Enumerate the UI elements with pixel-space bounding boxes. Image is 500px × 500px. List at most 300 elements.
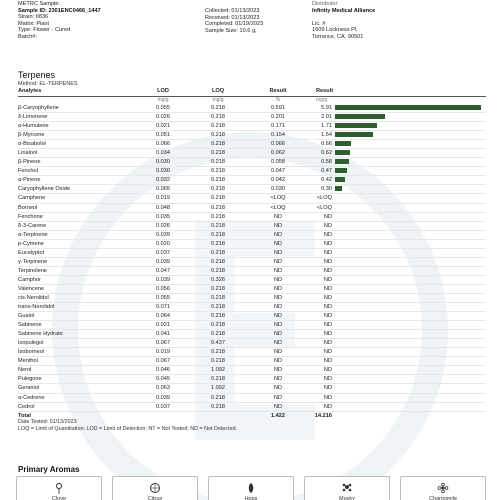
analyte-name: δ-Limonene — [18, 113, 138, 122]
result-pct: 0.171 — [248, 122, 308, 131]
total-label: Total — [18, 411, 138, 420]
lod-value: 0.021 — [138, 122, 188, 131]
completed-date: Completed: 01/19/2023 — [205, 21, 264, 28]
loq-value: 0.218 — [188, 185, 248, 194]
result-mg-cell — [308, 140, 486, 149]
result-mg: ND — [323, 231, 332, 238]
lod-value: 0.056 — [138, 284, 188, 293]
table-row — [18, 230, 486, 239]
result-mg-cell — [308, 194, 486, 203]
table-row — [18, 239, 486, 248]
lod-value: 0.037 — [138, 248, 188, 257]
result-pct: 0.201 — [248, 113, 308, 122]
table-row — [18, 212, 486, 221]
lod-value: 0.026 — [138, 113, 188, 122]
result-mg: ND — [323, 285, 332, 292]
result-mg: ND — [323, 349, 332, 356]
table-row — [18, 185, 486, 194]
result-mg: 1.71 — [321, 123, 332, 130]
lod-value: 0.021 — [138, 321, 188, 330]
loq-value: 0.218 — [188, 167, 248, 176]
result-mg: ND — [323, 249, 332, 256]
table-row — [18, 330, 486, 339]
table-row — [18, 366, 486, 375]
analyte-name: Sabinene — [18, 321, 138, 330]
result-mg-cell — [308, 158, 486, 167]
table-row — [18, 140, 486, 149]
result-mg-cell — [308, 149, 486, 158]
table-row — [18, 266, 486, 275]
result-bar — [335, 177, 345, 182]
table-row — [18, 221, 486, 230]
table-row — [18, 104, 486, 113]
table-row — [18, 176, 486, 185]
result-pct: ND — [248, 375, 308, 384]
loq-value: 0.218 — [188, 293, 248, 302]
result-pct: ND — [248, 330, 308, 339]
address-line-1: 1609 Lockness Pl, — [312, 27, 358, 34]
loq-value: 0.218 — [188, 348, 248, 357]
result-mg-cell — [308, 293, 486, 302]
analyte-name: Menthol — [18, 357, 138, 366]
result-mg: ND — [323, 394, 332, 401]
table-row — [18, 167, 486, 176]
aromas-title: Primary Aromas — [18, 465, 80, 474]
result-mg-cell — [308, 257, 486, 266]
loq-value: 0.218 — [188, 330, 248, 339]
lod-value: 0.067 — [138, 357, 188, 366]
loq-value: 0.218 — [188, 393, 248, 402]
result-mg: 0.47 — [321, 168, 332, 175]
address-line-2: Torrance, CA, 90501 — [312, 33, 364, 40]
table-row — [18, 113, 486, 122]
lod-value: 0.055 — [138, 293, 188, 302]
loq-value: 0.218 — [188, 176, 248, 185]
result-mg-cell — [308, 167, 486, 176]
analyte-name: α-Cedrene — [18, 393, 138, 402]
result-mg: 0.62 — [321, 150, 332, 157]
result-mg-cell — [308, 230, 486, 239]
analyte-name: α-Terpinene — [18, 230, 138, 239]
analyte-name: Fenchone — [18, 212, 138, 221]
result-pct: ND — [248, 402, 308, 411]
lod-value: 0.030 — [138, 158, 188, 167]
musky-icon — [341, 482, 353, 494]
result-bar — [335, 132, 373, 137]
lod-value: 0.047 — [138, 266, 188, 275]
result-pct: ND — [248, 293, 308, 302]
result-pct: ND — [248, 221, 308, 230]
analyte-name: cis-Nerolidol — [18, 293, 138, 302]
result-mg-cell — [308, 284, 486, 293]
result-pct: ND — [248, 366, 308, 375]
analyte-name: Isopulegol — [18, 339, 138, 348]
result-mg-cell — [308, 212, 486, 221]
table-row — [18, 393, 486, 402]
lod-value: 0.067 — [138, 339, 188, 348]
loq-value: 0.218 — [188, 140, 248, 149]
license-number: Lic. # — [312, 20, 326, 27]
lod-value: 0.039 — [138, 230, 188, 239]
analyte-name: Nerol — [18, 366, 138, 375]
result-pct: <LOQ — [248, 194, 308, 203]
result-bar — [335, 141, 351, 146]
result-pct: ND — [248, 384, 308, 393]
aroma-name: Clove — [51, 496, 67, 500]
header-analytes: Analytes — [18, 87, 138, 97]
analyte-name: Caryophyllene Oxide — [18, 185, 138, 194]
loq-value: 0.218 — [188, 221, 248, 230]
result-mg: <LOQ — [316, 195, 332, 202]
result-pct: ND — [248, 393, 308, 402]
lod-value: 0.041 — [138, 330, 188, 339]
result-mg-cell — [308, 239, 486, 248]
analyte-name: Sabinene Hydrate — [18, 330, 138, 339]
analyte-name: α-Pinene — [18, 176, 138, 185]
result-mg: ND — [323, 340, 332, 347]
loq-value: 0.218 — [188, 131, 248, 140]
analyte-name: p-Cymene — [18, 239, 138, 248]
aroma-name: Musky — [339, 496, 355, 500]
result-pct: ND — [248, 348, 308, 357]
result-mg: ND — [323, 313, 332, 320]
distributor-label: Distributor — [312, 1, 338, 7]
analyte-name: δ-3-Carene — [18, 221, 138, 230]
result-mg-cell — [308, 176, 486, 185]
loq-value: 0.218 — [188, 113, 248, 122]
analyte-name: Camphor — [18, 275, 138, 284]
table-row — [18, 339, 486, 348]
lod-value: 0.030 — [138, 167, 188, 176]
lod-value: 0.051 — [138, 131, 188, 140]
aroma-card-hops — [208, 476, 294, 500]
result-mg: ND — [323, 213, 332, 220]
result-pct: ND — [248, 212, 308, 221]
lod-value: 0.020 — [138, 239, 188, 248]
result-mg-cell — [308, 131, 486, 140]
aroma-card-clove — [16, 476, 102, 500]
strain: Strain: II836 — [18, 14, 49, 21]
loq-value: 0.218 — [188, 303, 248, 312]
header-loq: LOQ — [188, 87, 248, 97]
analyte-name: Geraniol — [18, 384, 138, 393]
result-pct: ND — [248, 284, 308, 293]
aroma-card-musky — [304, 476, 390, 500]
clove-icon — [53, 482, 65, 494]
lod-value: 0.037 — [138, 402, 188, 411]
lod-value: 0.066 — [138, 140, 188, 149]
analyte-name: Cedrol — [18, 402, 138, 411]
unit-lod: mg/g — [157, 97, 169, 103]
analyte-name: Borneol — [18, 203, 138, 212]
result-mg: ND — [323, 240, 332, 247]
aroma-name: Citrus — [147, 496, 163, 500]
date-tested: Date Tested: 01/13/2023 — [18, 419, 77, 425]
result-mg-cell — [308, 402, 486, 411]
analyte-name: α-Humulene — [18, 122, 138, 131]
result-bar — [335, 114, 385, 119]
lod-value: 0.019 — [138, 194, 188, 203]
result-pct: ND — [248, 239, 308, 248]
table-row — [18, 275, 486, 284]
table-row — [18, 257, 486, 266]
aroma-name: Hops — [244, 496, 258, 500]
table-row — [18, 293, 486, 302]
loq-value: 0.218 — [188, 158, 248, 167]
result-bar — [335, 123, 377, 128]
result-mg: 1.54 — [321, 132, 332, 139]
result-mg-cell — [308, 384, 486, 393]
analyte-name: Pulegone — [18, 375, 138, 384]
result-bar — [335, 150, 350, 155]
result-mg: ND — [323, 222, 332, 229]
table-row — [18, 194, 486, 203]
collected-date: Collected: 01/13/2023 — [205, 8, 260, 14]
table-row — [18, 131, 486, 140]
result-bar — [335, 105, 481, 110]
result-mg-cell — [308, 312, 486, 321]
loq-value: 0.326 — [188, 275, 248, 284]
lod-value: 0.019 — [138, 348, 188, 357]
result-pct: 0.066 — [248, 140, 308, 149]
unit-result-mg: mg/g — [316, 97, 328, 103]
result-mg: ND — [323, 322, 332, 329]
loq-value: 0.218 — [188, 321, 248, 330]
lod-value: 0.039 — [138, 275, 188, 284]
aroma-card-citrus — [112, 476, 198, 500]
terpenes-table — [18, 87, 486, 420]
aroma-name: Chamomile — [429, 496, 457, 500]
table-row — [18, 375, 486, 384]
loq-value: 1.092 — [188, 384, 248, 393]
lod-value: 0.039 — [138, 257, 188, 266]
result-mg-cell — [308, 185, 486, 194]
analyte-name: α-Bisabolol — [18, 140, 138, 149]
header-result-mg: Result — [308, 87, 486, 97]
result-mg: 0.58 — [321, 159, 332, 166]
sample-type: Type: Flower - Cured — [18, 27, 71, 34]
sample-size: Sample Size: 10.6 g, — [205, 27, 257, 34]
result-pct: ND — [248, 303, 308, 312]
metrc-label: METRC Sample: — [18, 1, 60, 7]
chamomile-icon — [437, 482, 449, 494]
table-row — [18, 357, 486, 366]
lod-value: 0.064 — [138, 312, 188, 321]
result-mg-cell — [308, 393, 486, 402]
loq-value: 0.218 — [188, 203, 248, 212]
result-pct: ND — [248, 275, 308, 284]
result-mg: ND — [323, 403, 332, 410]
table-row — [18, 312, 486, 321]
result-pct: ND — [248, 257, 308, 266]
analyte-name: Camphene — [18, 194, 138, 203]
result-mg: 0.30 — [321, 186, 332, 193]
result-pct: ND — [248, 339, 308, 348]
table-row — [18, 158, 486, 167]
aroma-card-chamomile — [400, 476, 486, 500]
result-mg: ND — [323, 294, 332, 301]
loq-value: 0.218 — [188, 122, 248, 131]
result-bar — [335, 186, 342, 191]
loq-value: 0.218 — [188, 266, 248, 275]
lod-value: 0.065 — [138, 185, 188, 194]
result-mg: ND — [323, 367, 332, 374]
analyte-name: trans-Nerolidol — [18, 303, 138, 312]
loq-value: 0.218 — [188, 104, 248, 113]
analyte-name: γ-Terpinene — [18, 257, 138, 266]
batch-number: Batch#: — [18, 33, 37, 40]
table-row — [18, 303, 486, 312]
method-label: Method: EL-TERPENES — [18, 81, 78, 87]
result-bar — [335, 168, 347, 173]
aromas-cards — [16, 476, 486, 500]
distributor-name: Infinity Medical Alliance — [312, 7, 376, 14]
result-mg-cell — [308, 104, 486, 113]
table-row — [18, 348, 486, 357]
loq-value: 0.218 — [188, 402, 248, 411]
result-pct: 0.030 — [248, 185, 308, 194]
loq-value: 0.218 — [188, 284, 248, 293]
lod-value: 0.039 — [138, 393, 188, 402]
unit-loq: mg/g — [212, 97, 224, 103]
result-pct: <LOQ — [248, 203, 308, 212]
result-pct: 0.058 — [248, 158, 308, 167]
hops-icon — [245, 482, 257, 494]
result-pct: 0.047 — [248, 167, 308, 176]
header-result-pct: Result — [248, 87, 308, 97]
result-mg: 5.91 — [321, 105, 332, 111]
table-row — [18, 248, 486, 257]
result-mg-cell — [308, 203, 486, 212]
analyte-name: β-Pinene — [18, 158, 138, 167]
lod-value: 0.048 — [138, 203, 188, 212]
result-mg: ND — [323, 267, 332, 274]
header-lod: LOD — [138, 87, 188, 97]
loq-value: 0.218 — [188, 257, 248, 266]
loq-value: 0.218 — [188, 239, 248, 248]
result-mg-cell — [308, 357, 486, 366]
result-mg-cell — [308, 221, 486, 230]
lod-value: 0.026 — [138, 221, 188, 230]
result-mg: 0.42 — [321, 177, 332, 184]
analyte-name: Guaiol — [18, 312, 138, 321]
result-mg: 0.66 — [321, 141, 332, 148]
result-mg-cell — [308, 248, 486, 257]
table-row — [18, 122, 486, 131]
result-pct: ND — [248, 266, 308, 275]
sample-id: Sample ID: 2301ENC0466_1447 — [18, 7, 101, 14]
analyte-name: β-Caryophyllene — [18, 104, 138, 113]
lod-value: 0.032 — [138, 176, 188, 185]
analyte-name: Eucalyptol — [18, 248, 138, 257]
loq-value: 0.218 — [188, 248, 248, 257]
result-pct: ND — [248, 321, 308, 330]
result-pct: ND — [248, 357, 308, 366]
loq-value: 0.218 — [188, 149, 248, 158]
result-mg-cell — [308, 321, 486, 330]
table-row — [18, 402, 486, 411]
sample-dates — [205, 8, 263, 34]
result-pct: 0.591 — [248, 104, 308, 113]
loq-value: 0.218 — [188, 212, 248, 221]
loq-value: 0.218 — [188, 312, 248, 321]
lod-value: 0.045 — [138, 375, 188, 384]
analyte-name: Isoborneol — [18, 348, 138, 357]
distributor-info — [312, 1, 375, 41]
table-row — [18, 203, 486, 212]
result-mg: ND — [323, 258, 332, 265]
received-date: Received: 01/13/2023 — [205, 14, 260, 21]
result-mg-cell — [308, 375, 486, 384]
loq-value: 0.218 — [188, 357, 248, 366]
result-mg: ND — [323, 276, 332, 283]
result-mg-cell — [308, 348, 486, 357]
abbreviation-legend: LOQ = Limit of Quantitation; LOD = Limit of Detection; NT = Not Tested; ND = Not Detected. — [18, 426, 238, 433]
unit-analytes — [18, 97, 138, 105]
analyte-name: Valencene — [18, 284, 138, 293]
result-mg-cell — [308, 330, 486, 339]
result-pct: ND — [248, 230, 308, 239]
result-mg: ND — [323, 376, 332, 383]
result-mg: 2.01 — [321, 114, 332, 121]
loq-value: 0.218 — [188, 230, 248, 239]
lod-value: 0.046 — [138, 366, 188, 375]
result-mg-cell — [308, 113, 486, 122]
result-pct: ND — [248, 312, 308, 321]
table-row — [18, 321, 486, 330]
lod-value: 0.035 — [138, 212, 188, 221]
loq-value: 0.218 — [188, 375, 248, 384]
result-pct: 0.154 — [248, 131, 308, 140]
citrus-icon — [149, 482, 161, 494]
lod-value: 0.071 — [138, 303, 188, 312]
matrix: Matrix: Plant — [18, 20, 50, 27]
table-row — [18, 384, 486, 393]
analyte-name: Fenchol — [18, 167, 138, 176]
result-mg: ND — [323, 385, 332, 392]
unit-result-pct: % — [275, 97, 281, 103]
result-mg-cell — [308, 366, 486, 375]
result-mg-cell — [308, 266, 486, 275]
table-row — [18, 284, 486, 293]
result-mg: ND — [323, 358, 332, 365]
lod-value: 0.063 — [138, 384, 188, 393]
result-mg-cell — [308, 275, 486, 284]
result-mg: ND — [323, 304, 332, 311]
total-pct: 1.422 — [248, 411, 308, 420]
result-pct: 0.042 — [248, 176, 308, 185]
result-mg: ND — [323, 331, 332, 338]
loq-value: 0.218 — [188, 194, 248, 203]
result-bar — [335, 159, 349, 164]
table-row — [18, 149, 486, 158]
loq-value: 0.437 — [188, 339, 248, 348]
result-mg-cell — [308, 122, 486, 131]
total-mg: 14.216 — [314, 412, 332, 419]
sample-info — [18, 1, 101, 41]
analyte-name: Terpinolene — [18, 266, 138, 275]
footer-notes — [18, 419, 237, 433]
result-pct: ND — [248, 248, 308, 257]
result-pct: 0.062 — [248, 149, 308, 158]
loq-value: 1.092 — [188, 366, 248, 375]
result-mg-cell — [308, 303, 486, 312]
terpenes-rows — [18, 104, 486, 420]
analyte-name: Linalool — [18, 149, 138, 158]
analyte-name: β-Myrcene — [18, 131, 138, 140]
section-title: Terpenes — [18, 70, 56, 80]
lod-value: 0.055 — [138, 104, 188, 113]
